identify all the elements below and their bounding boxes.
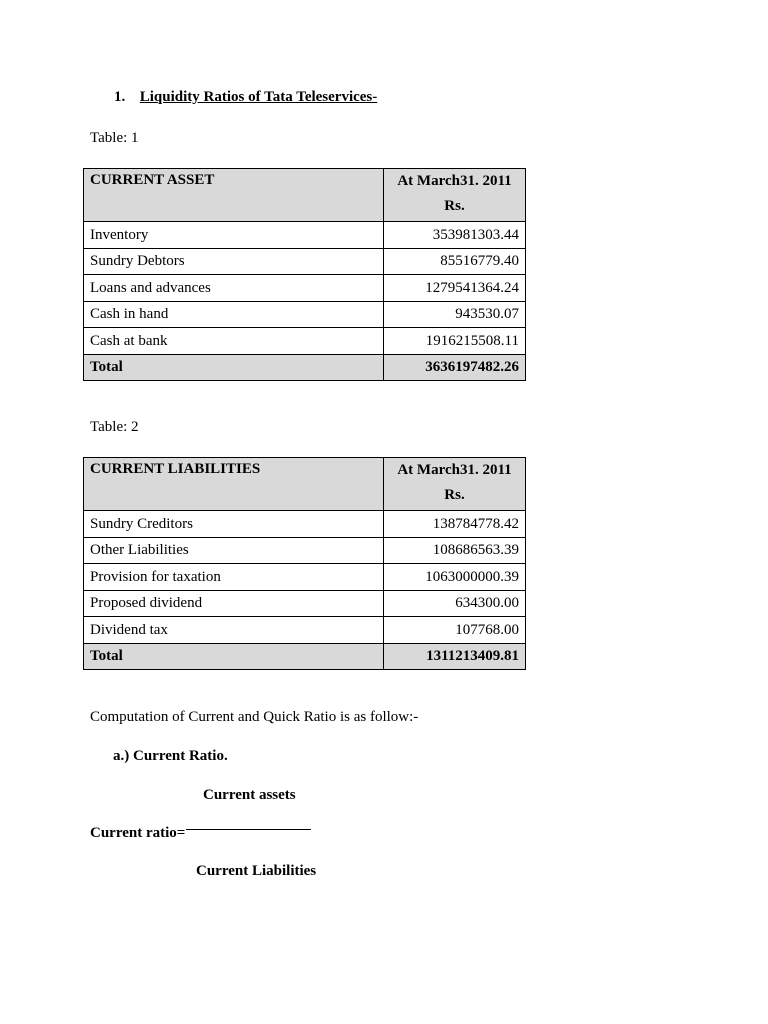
formula-denominator: Current Liabilities [196, 863, 317, 879]
row-label: Loans and advances [84, 275, 384, 302]
row-label: Provision for taxation [84, 564, 384, 591]
table-row [84, 301, 526, 328]
row-value: 634300.00 [384, 590, 526, 617]
table-row [84, 511, 526, 538]
table1-caption: Table: 1 [90, 130, 139, 146]
formula-numerator: Current assets [203, 787, 296, 803]
table-row [84, 537, 526, 564]
header-unit-text: Rs. [444, 487, 465, 503]
row-value: 943530.07 [384, 301, 526, 328]
current-ratio-subheading: a.) Current Ratio. [113, 748, 228, 764]
table-total-row [84, 643, 526, 670]
row-label: Cash at bank [84, 328, 384, 355]
row-value: 353981303.44 [384, 222, 526, 249]
table-row [84, 617, 526, 644]
table-total-row [84, 354, 526, 381]
section-title: Liquidity Ratios of Tata Teleservices- [139, 89, 378, 105]
section-number: 1. [114, 89, 126, 105]
row-label: Inventory [84, 222, 384, 249]
row-label: Sundry Debtors [84, 248, 384, 275]
fraction-bar [186, 829, 311, 830]
table-header-row [84, 458, 526, 511]
total-value: 1311213409.81 [384, 643, 526, 670]
total-label: Total [84, 643, 384, 670]
row-value: 1279541364.24 [384, 275, 526, 302]
row-label: Cash in hand [84, 301, 384, 328]
table-row [84, 328, 526, 355]
row-label: Dividend tax [84, 617, 384, 644]
table-header-row [84, 169, 526, 222]
table-row [84, 222, 526, 249]
row-value: 107768.00 [384, 617, 526, 644]
row-value: 85516779.40 [384, 248, 526, 275]
current-liabilities-table [83, 457, 526, 670]
header-date-text: At March31. 2011 [397, 462, 512, 478]
computation-intro: Computation of Current and Quick Ratio is as follow:- [90, 709, 419, 725]
section-heading [114, 89, 377, 106]
table-header-date [384, 458, 526, 511]
current-assets-table [83, 168, 526, 381]
header-date-text: At March31. 2011 [397, 173, 512, 189]
row-value: 1063000000.39 [384, 564, 526, 591]
row-label: Other Liabilities [84, 537, 384, 564]
total-value: 3636197482.26 [384, 354, 526, 381]
formula-line [90, 825, 311, 842]
table-header-date [384, 169, 526, 222]
table-row [84, 564, 526, 591]
table-row [84, 248, 526, 275]
row-label: Sundry Creditors [84, 511, 384, 538]
header-unit-text: Rs. [444, 198, 465, 214]
table-row [84, 590, 526, 617]
table-header-label: CURRENT ASSET [84, 169, 384, 222]
table-header-label: CURRENT LIABILITIES [84, 458, 384, 511]
table2-caption: Table: 2 [90, 419, 139, 435]
row-value: 138784778.42 [384, 511, 526, 538]
table-row [84, 275, 526, 302]
row-label: Proposed dividend [84, 590, 384, 617]
formula-lhs: Current ratio= [90, 825, 186, 841]
row-value: 1916215508.11 [384, 328, 526, 355]
row-value: 108686563.39 [384, 537, 526, 564]
total-label: Total [84, 354, 384, 381]
